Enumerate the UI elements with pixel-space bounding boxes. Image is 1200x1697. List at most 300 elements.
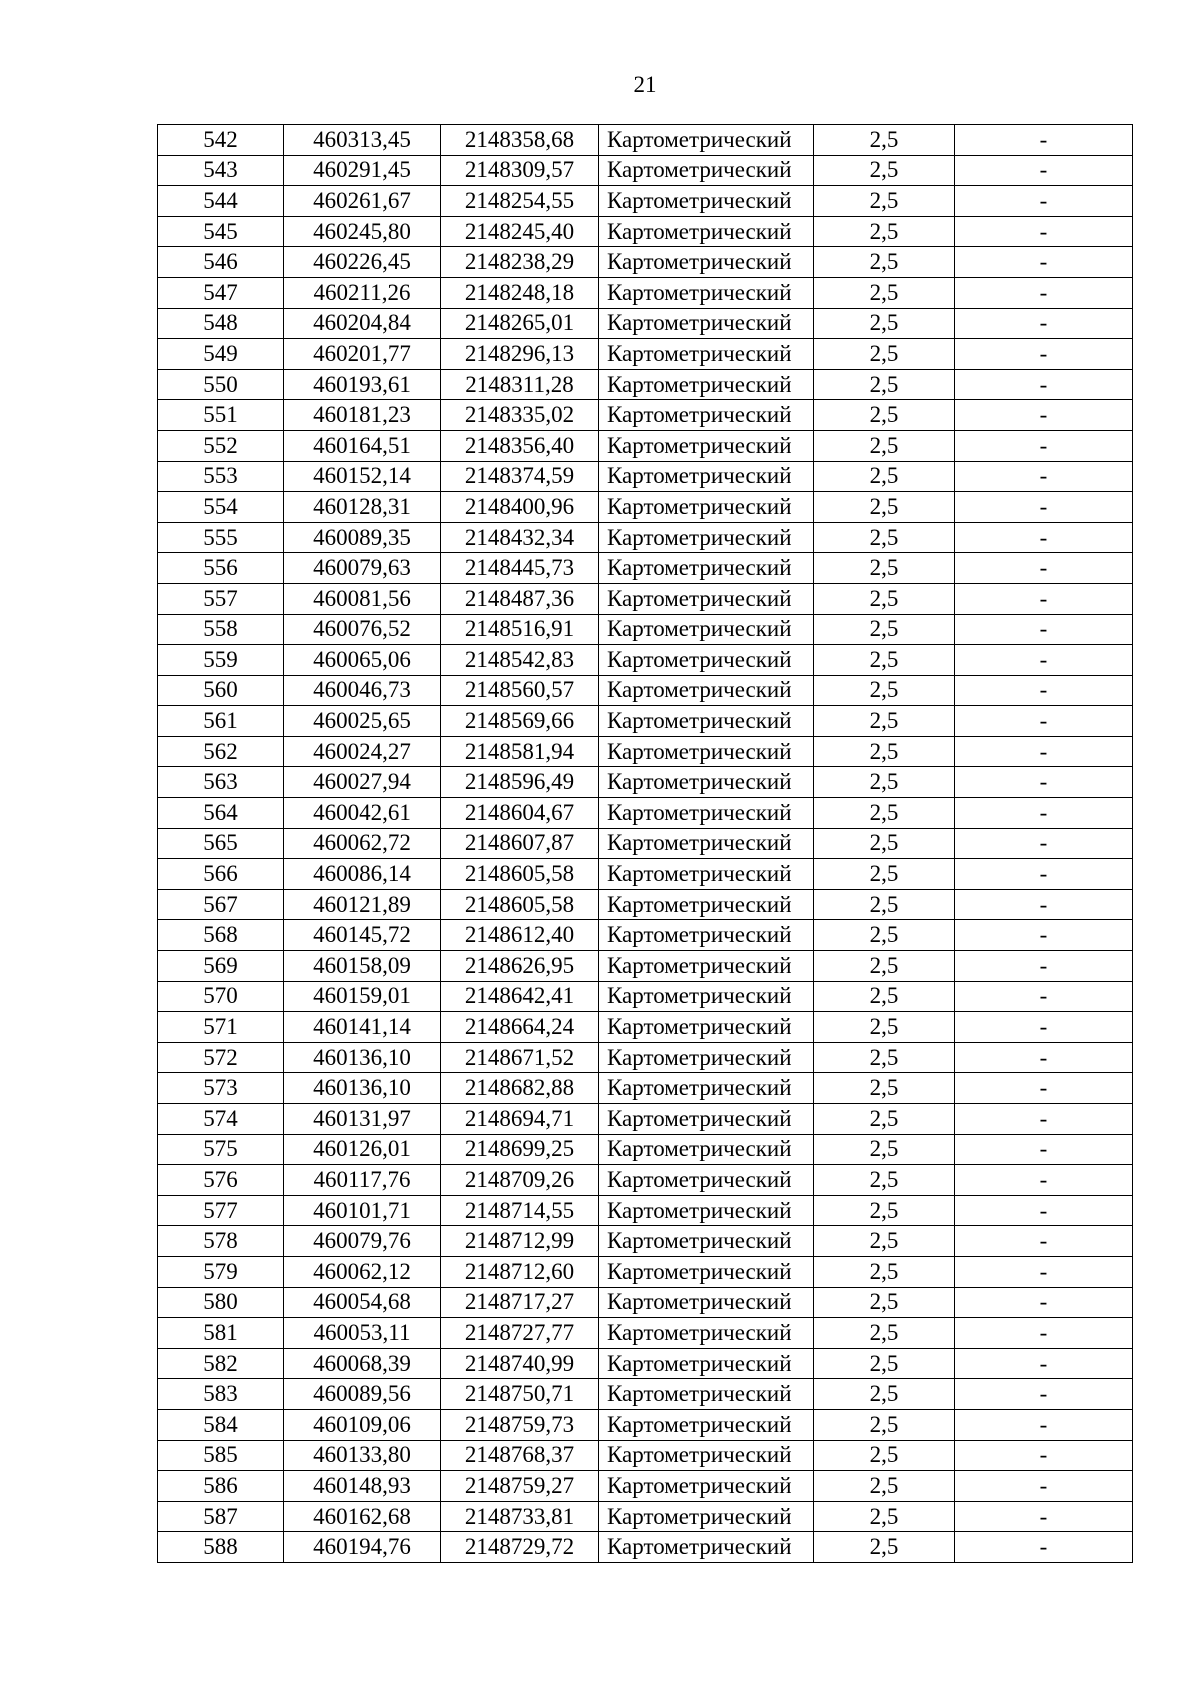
x-coordinate-cell: 460117,76: [284, 1165, 441, 1196]
x-coordinate-cell: 460121,89: [284, 889, 441, 920]
method-cell: Картометрический: [599, 553, 814, 584]
description-cell: -: [955, 1532, 1133, 1563]
y-coordinate-cell: 2148487,36: [441, 583, 599, 614]
x-coordinate-cell: 460204,84: [284, 308, 441, 339]
description-cell: -: [955, 1440, 1133, 1471]
y-coordinate-cell: 2148699,25: [441, 1134, 599, 1165]
method-cell: Картометрический: [599, 125, 814, 156]
y-coordinate-cell: 2148712,99: [441, 1226, 599, 1257]
description-cell: -: [955, 1379, 1133, 1410]
y-coordinate-cell: 2148605,58: [441, 889, 599, 920]
point-number-cell: 559: [158, 645, 284, 676]
table-row: [158, 1409, 1133, 1440]
accuracy-cell: 2,5: [814, 706, 955, 737]
x-coordinate-cell: 460136,10: [284, 1042, 441, 1073]
method-cell: Картометрический: [599, 1440, 814, 1471]
y-coordinate-cell: 2148238,29: [441, 247, 599, 278]
table-row: [158, 522, 1133, 553]
x-coordinate-cell: 460053,11: [284, 1318, 441, 1349]
method-cell: Картометрический: [599, 920, 814, 951]
table-row: [158, 675, 1133, 706]
accuracy-cell: 2,5: [814, 339, 955, 370]
accuracy-cell: 2,5: [814, 1104, 955, 1135]
method-cell: Картометрический: [599, 1501, 814, 1532]
table-row: [158, 1195, 1133, 1226]
description-cell: -: [955, 951, 1133, 982]
point-number-cell: 582: [158, 1348, 284, 1379]
accuracy-cell: 2,5: [814, 889, 955, 920]
y-coordinate-cell: 2148356,40: [441, 430, 599, 461]
table-row: [158, 1318, 1133, 1349]
x-coordinate-cell: 460245,80: [284, 216, 441, 247]
point-number-cell: 569: [158, 951, 284, 982]
y-coordinate-cell: 2148265,01: [441, 308, 599, 339]
x-coordinate-cell: 460141,14: [284, 1012, 441, 1043]
method-cell: Картометрический: [599, 981, 814, 1012]
accuracy-cell: 2,5: [814, 1134, 955, 1165]
y-coordinate-cell: 2148248,18: [441, 277, 599, 308]
x-coordinate-cell: 460181,23: [284, 400, 441, 431]
description-cell: -: [955, 430, 1133, 461]
y-coordinate-cell: 2148605,58: [441, 859, 599, 890]
y-coordinate-cell: 2148581,94: [441, 736, 599, 767]
description-cell: -: [955, 583, 1133, 614]
method-cell: Картометрический: [599, 675, 814, 706]
method-cell: Картометрический: [599, 186, 814, 217]
point-number-cell: 542: [158, 125, 284, 156]
method-cell: Картометрический: [599, 736, 814, 767]
x-coordinate-cell: 460261,67: [284, 186, 441, 217]
description-cell: -: [955, 1226, 1133, 1257]
description-cell: -: [955, 1134, 1133, 1165]
y-coordinate-cell: 2148612,40: [441, 920, 599, 951]
description-cell: -: [955, 1501, 1133, 1532]
table-row: [158, 1042, 1133, 1073]
x-coordinate-cell: 460062,72: [284, 828, 441, 859]
description-cell: -: [955, 1165, 1133, 1196]
table-row: [158, 369, 1133, 400]
point-number-cell: 565: [158, 828, 284, 859]
accuracy-cell: 2,5: [814, 583, 955, 614]
table-row: [158, 1134, 1133, 1165]
accuracy-cell: 2,5: [814, 461, 955, 492]
method-cell: Картометрический: [599, 339, 814, 370]
description-cell: -: [955, 1318, 1133, 1349]
y-coordinate-cell: 2148296,13: [441, 339, 599, 370]
accuracy-cell: 2,5: [814, 125, 955, 156]
x-coordinate-cell: 460065,06: [284, 645, 441, 676]
table-row: [158, 461, 1133, 492]
point-number-cell: 554: [158, 492, 284, 523]
point-number-cell: 588: [158, 1532, 284, 1563]
accuracy-cell: 2,5: [814, 369, 955, 400]
y-coordinate-cell: 2148445,73: [441, 553, 599, 584]
y-coordinate-cell: 2148607,87: [441, 828, 599, 859]
accuracy-cell: 2,5: [814, 951, 955, 982]
point-number-cell: 558: [158, 614, 284, 645]
description-cell: -: [955, 859, 1133, 890]
x-coordinate-cell: 460062,12: [284, 1256, 441, 1287]
method-cell: Картометрический: [599, 155, 814, 186]
x-coordinate-cell: 460193,61: [284, 369, 441, 400]
accuracy-cell: 2,5: [814, 1256, 955, 1287]
coordinates-table-body: [158, 125, 1133, 1563]
accuracy-cell: 2,5: [814, 400, 955, 431]
accuracy-cell: 2,5: [814, 1501, 955, 1532]
x-coordinate-cell: 460089,56: [284, 1379, 441, 1410]
description-cell: -: [955, 645, 1133, 676]
method-cell: Картометрический: [599, 767, 814, 798]
point-number-cell: 580: [158, 1287, 284, 1318]
accuracy-cell: 2,5: [814, 828, 955, 859]
coordinates-table: [157, 124, 1133, 1563]
y-coordinate-cell: 2148682,88: [441, 1073, 599, 1104]
accuracy-cell: 2,5: [814, 1226, 955, 1257]
accuracy-cell: 2,5: [814, 1165, 955, 1196]
y-coordinate-cell: 2148604,67: [441, 798, 599, 829]
point-number-cell: 544: [158, 186, 284, 217]
accuracy-cell: 2,5: [814, 277, 955, 308]
y-coordinate-cell: 2148309,57: [441, 155, 599, 186]
table-row: [158, 798, 1133, 829]
description-cell: -: [955, 492, 1133, 523]
table-row: [158, 951, 1133, 982]
method-cell: Картометрический: [599, 247, 814, 278]
description-cell: -: [955, 675, 1133, 706]
y-coordinate-cell: 2148759,73: [441, 1409, 599, 1440]
point-number-cell: 585: [158, 1440, 284, 1471]
table-row: [158, 1287, 1133, 1318]
accuracy-cell: 2,5: [814, 675, 955, 706]
table-row: [158, 1471, 1133, 1502]
y-coordinate-cell: 2148516,91: [441, 614, 599, 645]
table-row: [158, 308, 1133, 339]
accuracy-cell: 2,5: [814, 1532, 955, 1563]
table-row: [158, 981, 1133, 1012]
table-row: [158, 247, 1133, 278]
method-cell: Картометрический: [599, 951, 814, 982]
y-coordinate-cell: 2148432,34: [441, 522, 599, 553]
point-number-cell: 555: [158, 522, 284, 553]
x-coordinate-cell: 460126,01: [284, 1134, 441, 1165]
table-row: [158, 1226, 1133, 1257]
method-cell: Картометрический: [599, 308, 814, 339]
accuracy-cell: 2,5: [814, 798, 955, 829]
method-cell: Картометрический: [599, 1073, 814, 1104]
y-coordinate-cell: 2148712,60: [441, 1256, 599, 1287]
y-coordinate-cell: 2148671,52: [441, 1042, 599, 1073]
accuracy-cell: 2,5: [814, 859, 955, 890]
accuracy-cell: 2,5: [814, 492, 955, 523]
point-number-cell: 586: [158, 1471, 284, 1502]
table-row: [158, 1532, 1133, 1563]
method-cell: Картометрический: [599, 1042, 814, 1073]
table-row: [158, 614, 1133, 645]
method-cell: Картометрический: [599, 645, 814, 676]
method-cell: Картометрический: [599, 583, 814, 614]
table-row: [158, 155, 1133, 186]
method-cell: Картометрический: [599, 706, 814, 737]
point-number-cell: 543: [158, 155, 284, 186]
table-row: [158, 1104, 1133, 1135]
description-cell: -: [955, 828, 1133, 859]
point-number-cell: 579: [158, 1256, 284, 1287]
x-coordinate-cell: 460027,94: [284, 767, 441, 798]
accuracy-cell: 2,5: [814, 522, 955, 553]
y-coordinate-cell: 2148358,68: [441, 125, 599, 156]
table-row: [158, 216, 1133, 247]
method-cell: Картометрический: [599, 1256, 814, 1287]
point-number-cell: 556: [158, 553, 284, 584]
description-cell: -: [955, 308, 1133, 339]
accuracy-cell: 2,5: [814, 1287, 955, 1318]
x-coordinate-cell: 460025,65: [284, 706, 441, 737]
y-coordinate-cell: 2148740,99: [441, 1348, 599, 1379]
table-row: [158, 583, 1133, 614]
description-cell: -: [955, 920, 1133, 951]
x-coordinate-cell: 460164,51: [284, 430, 441, 461]
accuracy-cell: 2,5: [814, 308, 955, 339]
point-number-cell: 567: [158, 889, 284, 920]
x-coordinate-cell: 460158,09: [284, 951, 441, 982]
description-cell: -: [955, 1256, 1133, 1287]
description-cell: -: [955, 736, 1133, 767]
accuracy-cell: 2,5: [814, 981, 955, 1012]
description-cell: -: [955, 798, 1133, 829]
table-row: [158, 1073, 1133, 1104]
accuracy-cell: 2,5: [814, 1073, 955, 1104]
accuracy-cell: 2,5: [814, 1471, 955, 1502]
accuracy-cell: 2,5: [814, 1012, 955, 1043]
point-number-cell: 583: [158, 1379, 284, 1410]
accuracy-cell: 2,5: [814, 1318, 955, 1349]
table-row: [158, 920, 1133, 951]
point-number-cell: 566: [158, 859, 284, 890]
point-number-cell: 572: [158, 1042, 284, 1073]
point-number-cell: 575: [158, 1134, 284, 1165]
table-row: [158, 1501, 1133, 1532]
x-coordinate-cell: 460024,27: [284, 736, 441, 767]
method-cell: Картометрический: [599, 1195, 814, 1226]
description-cell: -: [955, 186, 1133, 217]
table-row: [158, 1256, 1133, 1287]
accuracy-cell: 2,5: [814, 216, 955, 247]
y-coordinate-cell: 2148768,37: [441, 1440, 599, 1471]
point-number-cell: 557: [158, 583, 284, 614]
point-number-cell: 568: [158, 920, 284, 951]
table-row: [158, 492, 1133, 523]
point-number-cell: 562: [158, 736, 284, 767]
method-cell: Картометрический: [599, 889, 814, 920]
method-cell: Картометрический: [599, 798, 814, 829]
x-coordinate-cell: 460152,14: [284, 461, 441, 492]
x-coordinate-cell: 460211,26: [284, 277, 441, 308]
point-number-cell: 576: [158, 1165, 284, 1196]
y-coordinate-cell: 2148727,77: [441, 1318, 599, 1349]
table-row: [158, 859, 1133, 890]
method-cell: Картометрический: [599, 1104, 814, 1135]
method-cell: Картометрический: [599, 461, 814, 492]
x-coordinate-cell: 460159,01: [284, 981, 441, 1012]
method-cell: Картометрический: [599, 1012, 814, 1043]
y-coordinate-cell: 2148714,55: [441, 1195, 599, 1226]
x-coordinate-cell: 460079,76: [284, 1226, 441, 1257]
x-coordinate-cell: 460162,68: [284, 1501, 441, 1532]
description-cell: -: [955, 1348, 1133, 1379]
accuracy-cell: 2,5: [814, 553, 955, 584]
description-cell: -: [955, 339, 1133, 370]
x-coordinate-cell: 460148,93: [284, 1471, 441, 1502]
y-coordinate-cell: 2148596,49: [441, 767, 599, 798]
y-coordinate-cell: 2148311,28: [441, 369, 599, 400]
y-coordinate-cell: 2148374,59: [441, 461, 599, 492]
description-cell: -: [955, 553, 1133, 584]
point-number-cell: 574: [158, 1104, 284, 1135]
accuracy-cell: 2,5: [814, 1348, 955, 1379]
description-cell: -: [955, 216, 1133, 247]
description-cell: -: [955, 706, 1133, 737]
accuracy-cell: 2,5: [814, 736, 955, 767]
x-coordinate-cell: 460076,52: [284, 614, 441, 645]
y-coordinate-cell: 2148750,71: [441, 1379, 599, 1410]
table-row: [158, 1348, 1133, 1379]
point-number-cell: 581: [158, 1318, 284, 1349]
x-coordinate-cell: 460128,31: [284, 492, 441, 523]
method-cell: Картометрический: [599, 1318, 814, 1349]
accuracy-cell: 2,5: [814, 1440, 955, 1471]
description-cell: -: [955, 522, 1133, 553]
accuracy-cell: 2,5: [814, 247, 955, 278]
point-number-cell: 548: [158, 308, 284, 339]
y-coordinate-cell: 2148733,81: [441, 1501, 599, 1532]
method-cell: Картометрический: [599, 1409, 814, 1440]
method-cell: Картометрический: [599, 1134, 814, 1165]
method-cell: Картометрический: [599, 277, 814, 308]
table-row: [158, 186, 1133, 217]
x-coordinate-cell: 460194,76: [284, 1532, 441, 1563]
x-coordinate-cell: 460201,77: [284, 339, 441, 370]
table-row: [158, 277, 1133, 308]
description-cell: -: [955, 155, 1133, 186]
table-row: [158, 706, 1133, 737]
accuracy-cell: 2,5: [814, 920, 955, 951]
point-number-cell: 573: [158, 1073, 284, 1104]
description-cell: -: [955, 1104, 1133, 1135]
x-coordinate-cell: 460291,45: [284, 155, 441, 186]
x-coordinate-cell: 460081,56: [284, 583, 441, 614]
description-cell: -: [955, 247, 1133, 278]
y-coordinate-cell: 2148642,41: [441, 981, 599, 1012]
y-coordinate-cell: 2148626,95: [441, 951, 599, 982]
method-cell: Картометрический: [599, 400, 814, 431]
description-cell: -: [955, 1471, 1133, 1502]
description-cell: -: [955, 1042, 1133, 1073]
y-coordinate-cell: 2148254,55: [441, 186, 599, 217]
description-cell: -: [955, 1073, 1133, 1104]
table-row: [158, 1379, 1133, 1410]
method-cell: Картометрический: [599, 430, 814, 461]
method-cell: Картометрический: [599, 1471, 814, 1502]
table-row: [158, 1165, 1133, 1196]
x-coordinate-cell: 460079,63: [284, 553, 441, 584]
description-cell: -: [955, 461, 1133, 492]
table-row: [158, 645, 1133, 676]
method-cell: Картометрический: [599, 1348, 814, 1379]
accuracy-cell: 2,5: [814, 1042, 955, 1073]
point-number-cell: 549: [158, 339, 284, 370]
point-number-cell: 550: [158, 369, 284, 400]
method-cell: Картометрический: [599, 492, 814, 523]
table-row: [158, 430, 1133, 461]
accuracy-cell: 2,5: [814, 1379, 955, 1410]
y-coordinate-cell: 2148542,83: [441, 645, 599, 676]
method-cell: Картометрический: [599, 522, 814, 553]
y-coordinate-cell: 2148759,27: [441, 1471, 599, 1502]
accuracy-cell: 2,5: [814, 155, 955, 186]
table-row: [158, 889, 1133, 920]
accuracy-cell: 2,5: [814, 645, 955, 676]
table-row: [158, 767, 1133, 798]
x-coordinate-cell: 460054,68: [284, 1287, 441, 1318]
y-coordinate-cell: 2148400,96: [441, 492, 599, 523]
method-cell: Картометрический: [599, 369, 814, 400]
accuracy-cell: 2,5: [814, 186, 955, 217]
table-row: [158, 828, 1133, 859]
x-coordinate-cell: 460131,97: [284, 1104, 441, 1135]
method-cell: Картометрический: [599, 1532, 814, 1563]
table-row: [158, 125, 1133, 156]
x-coordinate-cell: 460101,71: [284, 1195, 441, 1226]
x-coordinate-cell: 460109,06: [284, 1409, 441, 1440]
point-number-cell: 571: [158, 1012, 284, 1043]
point-number-cell: 551: [158, 400, 284, 431]
description-cell: -: [955, 1012, 1133, 1043]
description-cell: -: [955, 614, 1133, 645]
point-number-cell: 547: [158, 277, 284, 308]
method-cell: Картометрический: [599, 1287, 814, 1318]
x-coordinate-cell: 460226,45: [284, 247, 441, 278]
table-row: [158, 553, 1133, 584]
y-coordinate-cell: 2148335,02: [441, 400, 599, 431]
x-coordinate-cell: 460046,73: [284, 675, 441, 706]
point-number-cell: 552: [158, 430, 284, 461]
x-coordinate-cell: 460068,39: [284, 1348, 441, 1379]
accuracy-cell: 2,5: [814, 430, 955, 461]
point-number-cell: 563: [158, 767, 284, 798]
method-cell: Картометрический: [599, 859, 814, 890]
y-coordinate-cell: 2148664,24: [441, 1012, 599, 1043]
accuracy-cell: 2,5: [814, 1195, 955, 1226]
method-cell: Картометрический: [599, 216, 814, 247]
point-number-cell: 578: [158, 1226, 284, 1257]
y-coordinate-cell: 2148245,40: [441, 216, 599, 247]
y-coordinate-cell: 2148694,71: [441, 1104, 599, 1135]
method-cell: Картометрический: [599, 828, 814, 859]
table-row: [158, 339, 1133, 370]
table-row: [158, 736, 1133, 767]
point-number-cell: 587: [158, 1501, 284, 1532]
accuracy-cell: 2,5: [814, 767, 955, 798]
point-number-cell: 545: [158, 216, 284, 247]
description-cell: -: [955, 1287, 1133, 1318]
table-row: [158, 1012, 1133, 1043]
method-cell: Картометрический: [599, 614, 814, 645]
description-cell: -: [955, 1195, 1133, 1226]
description-cell: -: [955, 125, 1133, 156]
method-cell: Картометрический: [599, 1226, 814, 1257]
x-coordinate-cell: 460313,45: [284, 125, 441, 156]
description-cell: -: [955, 1409, 1133, 1440]
